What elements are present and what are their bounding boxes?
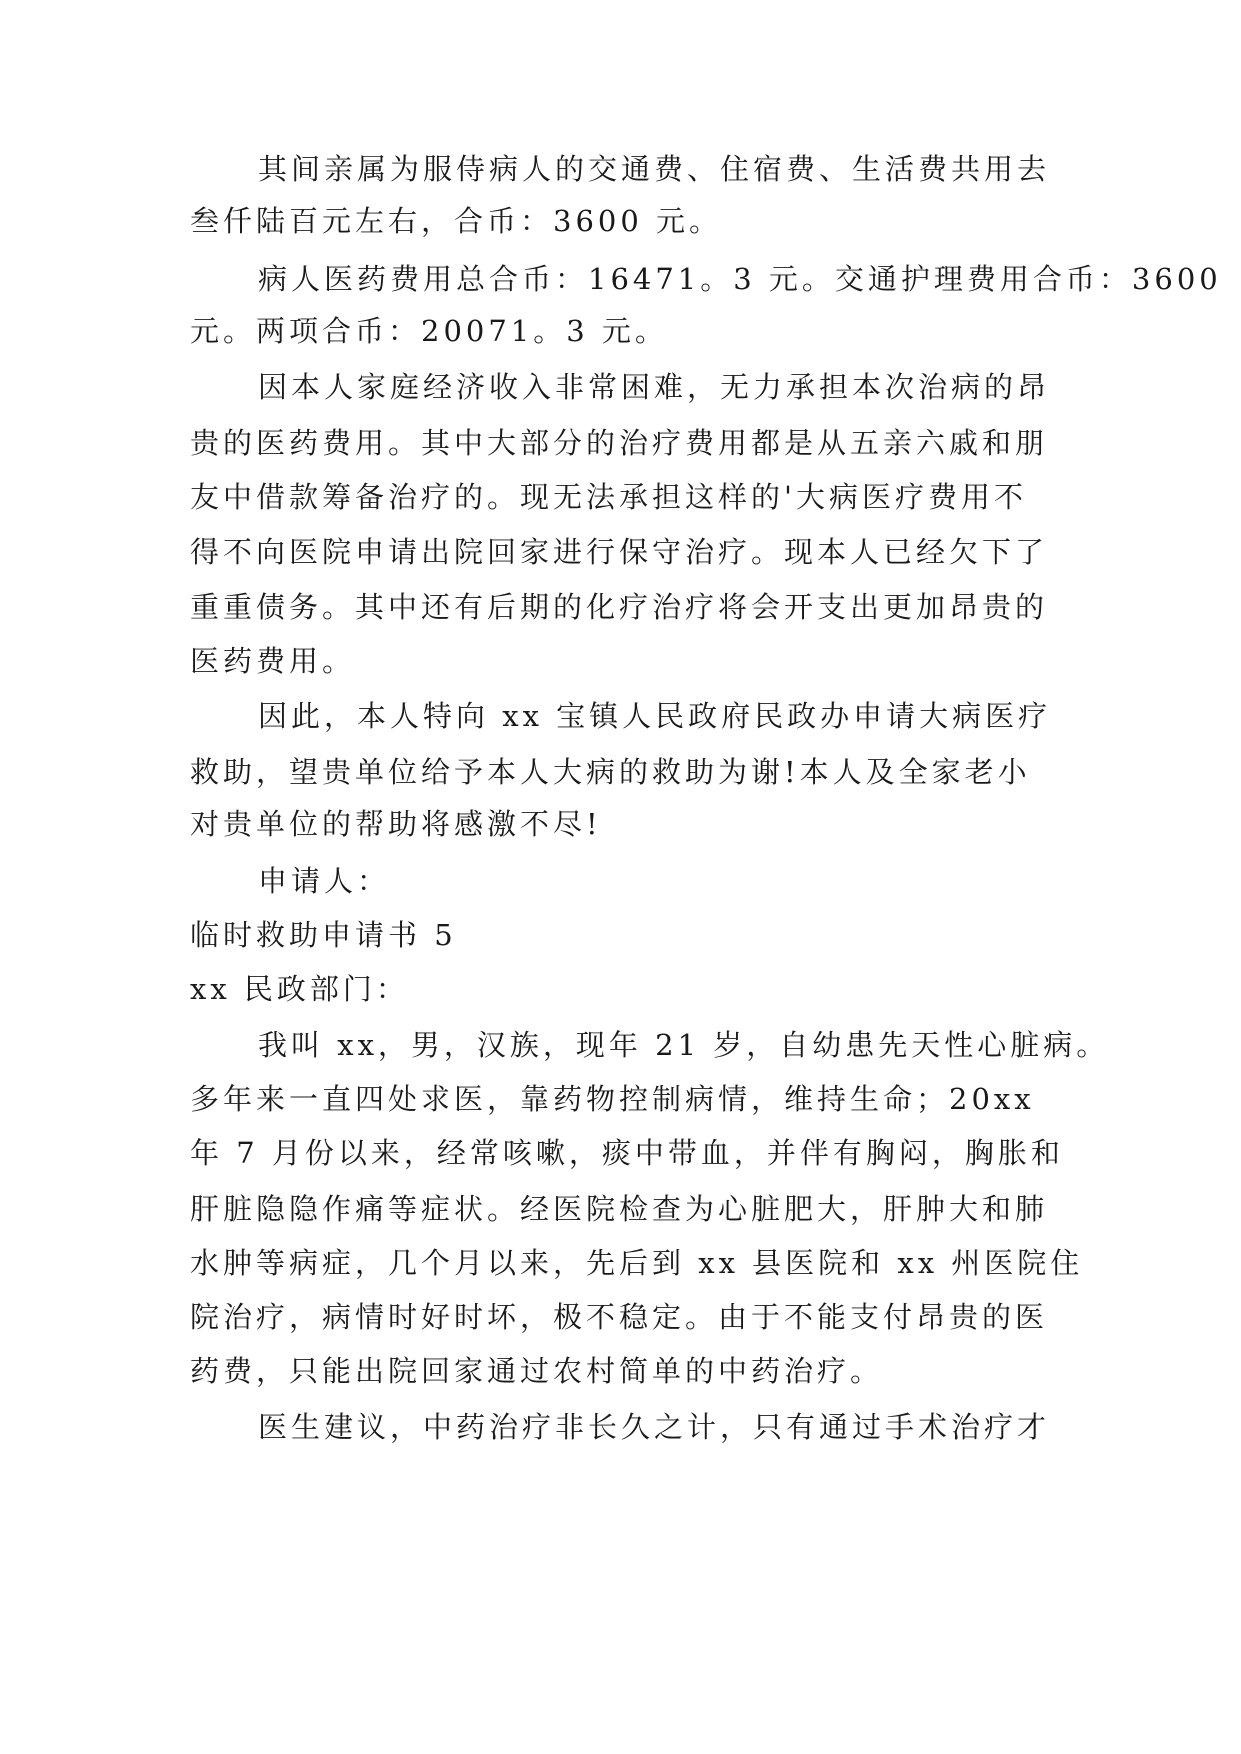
text-line: 院治疗，病情时好时坏，极不稳定。由于不能支付昂贵的医 [190,1300,1049,1334]
text-line: 年 7 月份以来，经常咳嗽，痰中带血，并伴有胸闷，胸胀和 [190,1136,1064,1170]
text-line: 多年来一直四处求医，靠药物控制病情，维持生命；20xx [190,1082,1035,1116]
text-line: 医生建议，中药治疗非长久之计，只有通过手术治疗才 [258,1410,1051,1444]
text-line: 救助，望贵单位给予本人大病的救助为谢!本人及全家老小 [190,755,1031,789]
text-line: 肝脏隐隐作痛等症状。经医院检查为心脏肥大，肝肿大和肺 [190,1192,1049,1226]
text-line: 重重债务。其中还有后期的化疗治疗将会开支出更加昂贵的 [190,590,1049,624]
text-line: 叁仟陆百元左右，合币：3600 元。 [190,204,723,238]
text-line: 医药费用。 [190,644,356,678]
signature-label: 申请人： [258,864,391,898]
text-line: 其间亲属为服侍病人的交通费、住宿费、生活费共用去 [258,152,1051,186]
text-line: 友中借款筹备治疗的。现无法承担这样的'大病医疗费用不 [190,480,1027,514]
text-line: 得不向医院申请出院回家进行保守治疗。现本人已经欠下了 [190,535,1049,569]
text-line: 因本人家庭经济收入非常困难，无力承担本次治病的昂 [258,370,1051,404]
text-line: 水肿等病症，几个月以来，先后到 xx 县医院和 xx 州医院住 [190,1246,1084,1280]
addressee: xx 民政部门： [190,972,409,1006]
text-line: 对贵单位的帮助将感激不尽! [190,807,602,841]
text-line: 元。两项合币：20071。3 元。 [190,314,668,348]
section-heading: 临时救助申请书 5 [190,918,457,952]
text-line: 病人医药费用总合币：16471。3 元。交通护理费用合币：3600 [258,262,1222,296]
text-line: 我叫 xx，男，汉族，现年 21 岁，自幼患先天性心脏病。 [258,1028,1110,1062]
text-line: 药费，只能出院回家通过农村简单的中药治疗。 [190,1354,884,1388]
text-line: 因此，本人特向 xx 宝镇人民政府民政办申请大病医疗 [258,699,1052,733]
text-line: 贵的医药费用。其中大部分的治疗费用都是从五亲六戚和朋 [190,426,1049,460]
